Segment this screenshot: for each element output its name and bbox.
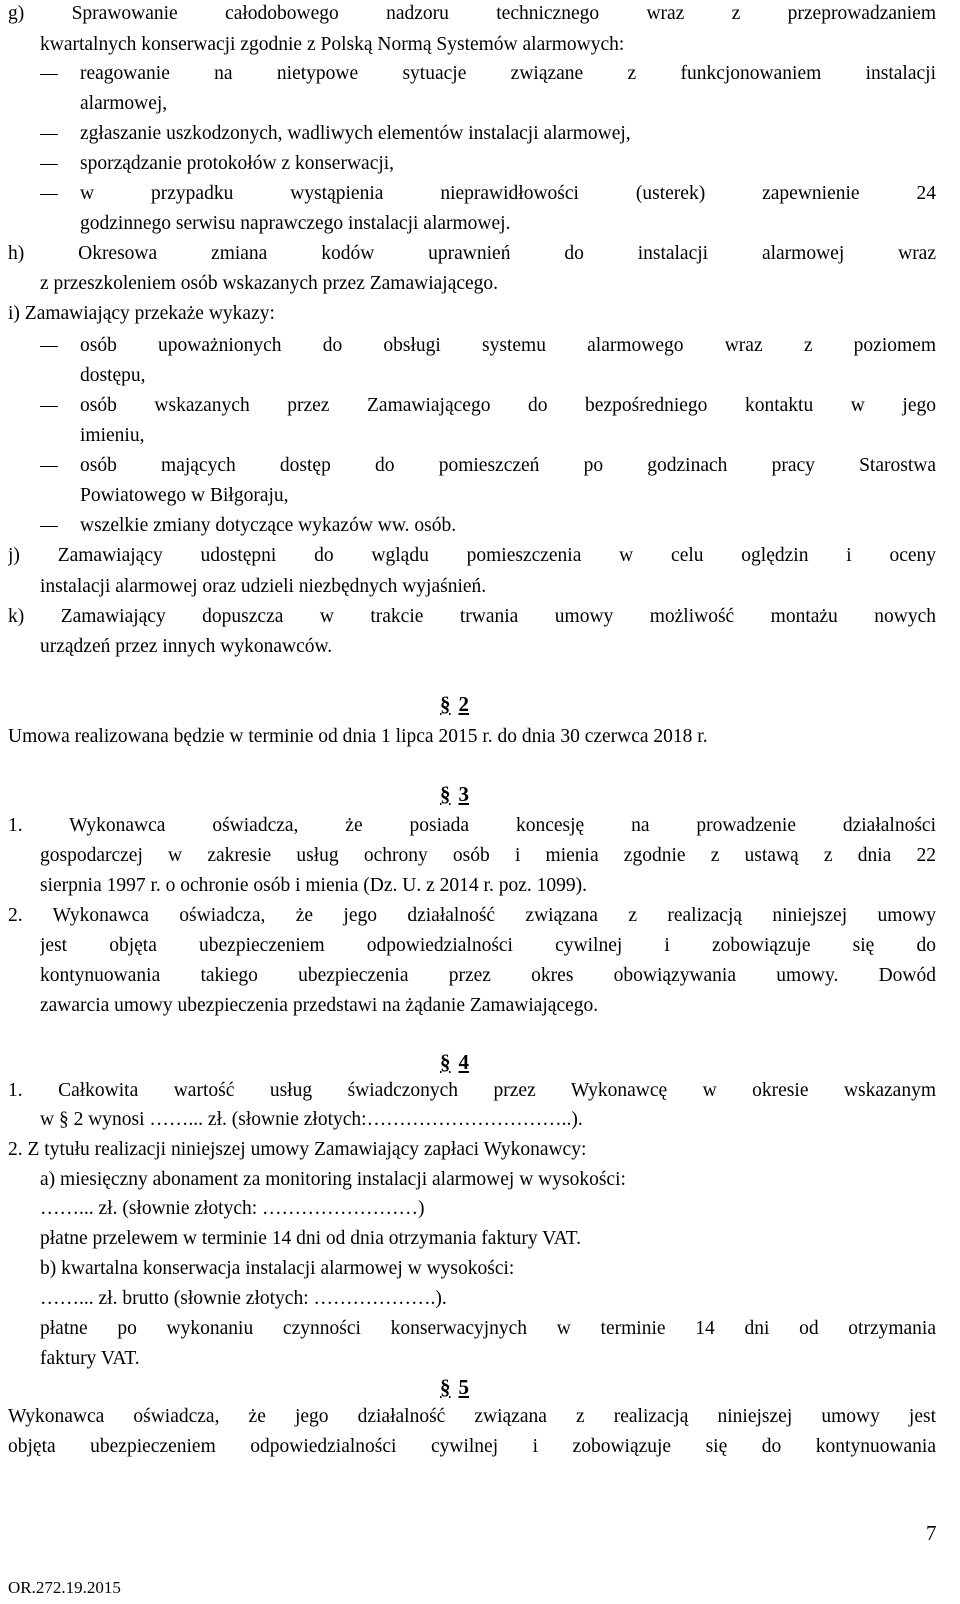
dash-bullet	[40, 164, 58, 165]
section-3-p2-line-2: jest objęta ubezpieczeniem odpowiedzialności cywilnej i zobowiązuje się do	[40, 936, 936, 956]
section-5-line-2: objęta ubezpieczeniem odpowiedzialności cywilnej i zobowiązuje się do kontynuowania	[8, 1437, 936, 1457]
section-2-number: 2	[458, 692, 469, 716]
section-4-a-line-3: płatne przelewem w terminie 14 dni od dnia otrzymania faktury VAT.	[40, 1228, 581, 1249]
section-4-heading	[440, 1052, 469, 1073]
section-4-a-line-2: ……... zł. (słownie złotych: ……………………)	[40, 1198, 425, 1219]
point-i-line: i) Zamawiający przekaże wykazy:	[8, 303, 275, 324]
point-i-item-2-line-1: osób wskazanych przez Zamawiającego do bezpośredniego kontaktu w jego	[80, 396, 936, 416]
document-reference: OR.272.19.2015	[8, 1578, 121, 1597]
dash-bullet	[40, 406, 58, 407]
dash-bullet	[40, 526, 58, 527]
point-i-item-1-line-1: osób upoważnionych do obsługi systemu alarmowego wraz z poziomem	[80, 336, 936, 356]
dash-bullet	[40, 194, 58, 195]
section-4-b-line-1: b) kwartalna konserwacja instalacji alarmowej w wysokości:	[40, 1258, 515, 1279]
section-4-p1-line-1: 1. Całkowita wartość usług świadczonych przez Wykonawcę w okresie wskazanym	[8, 1081, 936, 1101]
point-g-item-3: sporządzanie protokołów z konserwacji,	[80, 153, 395, 174]
point-g-line-2: kwartalnych konserwacji zgodnie z Polską Normą Systemów alarmowych:	[40, 34, 625, 55]
point-g-item-1-line-1: reagowanie na nietypowe sytuacje związane z funkcjonowaniem instalacji	[80, 64, 936, 84]
section-4-p2: 2. Z tytułu realizacji niniejszej umowy Zamawiający zapłaci Wykonawcy:	[8, 1139, 587, 1160]
point-i-item-4: wszelkie zmiany dotyczące wykazów ww. osób.	[80, 515, 457, 536]
point-i-item-3-line-1: osób mających dostęp do pomieszczeń po godzinach pracy Starostwa	[80, 456, 936, 476]
page-number: 7	[926, 1521, 937, 1545]
point-h-line-2: z przeszkoleniem osób wskazanych przez Zamawiającego.	[40, 273, 499, 294]
section-4-b-line-4: faktury VAT.	[40, 1348, 140, 1369]
section-3-p2-line-1: 2. Wykonawca oświadcza, że jego działalność związana z realizacją niniejszej umowy	[8, 906, 936, 926]
point-j-line-2: instalacji alarmowej oraz udzieli niezbędnych wyjaśnień.	[40, 576, 487, 597]
point-k-line-2: urządzeń przez innych wykonawców.	[40, 636, 333, 657]
section-4-symbol: §	[440, 1050, 451, 1074]
section-3-p1-line-3: sierpnia 1997 r. o ochronie osób i mienia (Dz. U. z 2014 r. poz. 1099).	[40, 875, 587, 896]
dash-bullet	[40, 74, 58, 75]
section-5-heading	[440, 1377, 469, 1398]
section-4-b-line-2: ……... zł. brutto (słownie złotych: ……………….).	[40, 1288, 447, 1309]
section-2-symbol: §	[440, 692, 451, 716]
section-2-heading	[440, 694, 469, 715]
point-g-item-2: zgłaszanie uszkodzonych, wadliwych elementów instalacji alarmowej,	[80, 123, 631, 144]
section-3-p1-line-1: 1. Wykonawca oświadcza, że posiada koncesję na prowadzenie działalności	[8, 816, 936, 836]
section-4-number: 4	[458, 1050, 469, 1074]
section-4-p1-line-2: w § 2 wynosi ……... zł. (słownie złotych:…………………………..).	[40, 1109, 583, 1130]
section-3-p2-line-3: kontynuowania takiego ubezpieczenia przez okres obowiązywania umowy. Dowód	[40, 966, 936, 986]
dash-bullet	[40, 134, 58, 135]
section-3-symbol: §	[440, 782, 451, 806]
section-3-p2-line-4: zawarcia umowy ubezpieczenia przedstawi na żądanie Zamawiającego.	[40, 995, 599, 1016]
point-i-item-2-line-2: imieniu,	[80, 425, 145, 446]
dash-bullet	[40, 346, 58, 347]
section-4-b-line-3: płatne po wykonaniu czynności konserwacyjnych w terminie 14 dni od otrzymania	[40, 1319, 936, 1339]
point-g-line-1: g) Sprawowanie całodobowego nadzoru technicznego wraz z przeprowadzaniem	[8, 4, 936, 24]
point-i-item-1-line-2: dostępu,	[80, 365, 146, 386]
section-5-number: 5	[458, 1375, 469, 1399]
point-g-item-1-line-2: alarmowej,	[80, 93, 168, 114]
point-g-item-4-line-2: godzinnego serwisu naprawczego instalacji alarmowej.	[80, 213, 511, 234]
point-k-line-1: k) Zamawiający dopuszcza w trakcie trwania umowy możliwość montażu nowych	[8, 607, 936, 627]
section-3-number: 3	[458, 782, 469, 806]
dash-bullet	[40, 466, 58, 467]
section-3-heading	[440, 784, 469, 805]
point-j-line-1: j) Zamawiający udostępni do wglądu pomieszczenia w celu oględzin i oceny	[8, 546, 936, 566]
section-3-p1-line-2: gospodarczej w zakresie usług ochrony osób i mienia zgodnie z ustawą z dnia 22	[40, 846, 936, 866]
section-5-line-1: Wykonawca oświadcza, że jego działalność związana z realizacją niniejszej umowy jest	[8, 1407, 936, 1427]
point-g-item-4-line-1: w przypadku wystąpienia nieprawidłowości (usterek) zapewnienie 24	[80, 184, 936, 204]
section-4-a-line-1: a) miesięczny abonament za monitoring instalacji alarmowej w wysokości:	[40, 1169, 626, 1190]
section-5-symbol: §	[440, 1375, 451, 1399]
section-2-text: Umowa realizowana będzie w terminie od dnia 1 lipca 2015 r. do dnia 30 czerwca 2018 r.	[8, 726, 708, 747]
point-i-item-3-line-2: Powiatowego w Biłgoraju,	[80, 485, 289, 506]
point-h-line-1: h) Okresowa zmiana kodów uprawnień do instalacji alarmowej wraz	[8, 244, 936, 264]
